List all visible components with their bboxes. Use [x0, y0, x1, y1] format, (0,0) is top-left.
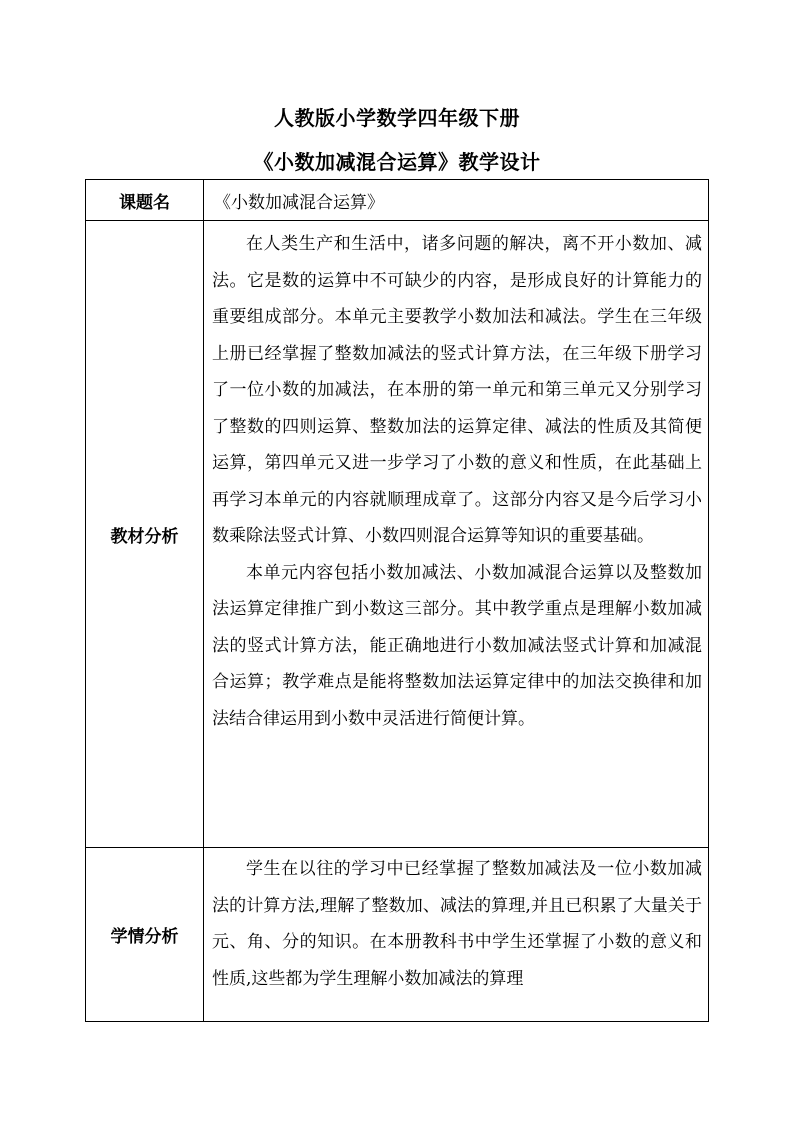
material-analysis-content — [204, 221, 709, 848]
student-analysis-paragraph-1: 学生在以往的学习中已经掌握了整数加减法及一位小数加减法的计算方法,理解了整数加、减法的算理,并且已积累了大量关于元、角、分的知识。在本册教科书中学生还掌握了小数的意义和性质,这些都为学生理解小数加减法的算理 — [212, 859, 702, 989]
table-row-material-analysis — [86, 221, 709, 848]
document-subtitle: 《小数加减混合运算》教学设计 — [253, 150, 541, 174]
topic-value: 《小数加减混合运算》 — [204, 180, 709, 221]
row-label-topic: 课题名 — [86, 180, 204, 221]
row-label-material-analysis: 教材分析 — [86, 221, 204, 848]
table-row-topic — [86, 180, 709, 221]
lesson-plan-table — [85, 179, 709, 1022]
document-title: 人教版小学数学四年级下册 — [274, 106, 520, 130]
row-label-student-analysis: 学情分析 — [86, 848, 204, 1022]
student-analysis-content — [204, 848, 709, 1022]
material-analysis-paragraph-2: 本单元内容包括小数加减法、小数加减混合运算以及整数加法运算定律推广到小数这三部分。其中教学重点是理解小数加减法的竖式计算方法，能正确地进行小数加减法竖式计算和加减混合运算；教学难点是能将整数加法运算定律中的加法交换律和加法结合律运用到小数中灵活进行简便计算。 — [212, 562, 702, 729]
table-row-student-analysis — [86, 848, 709, 1022]
material-analysis-paragraph-1: 在人类生产和生活中，诸多问题的解决，离不开小数加、减法。它是数的运算中不可缺少的内容，是形成良好的计算能力的重要组成部分。本单元主要教学小数加法和减法。学生在三年级上册已经掌握了整数加减法的竖式计算方法，在三年级下册学习了一位小数的加减法，在本册的第一单元和第三单元又分别学习了整数的四则运算、整数加法的运算定律、减法的性质及其简便运算，第四单元又进一步学习了小数的意义和性质，在此基础上再学习本单元的内容就顺理成章了。这部分内容又是今后学习小数乘除法竖式计算、小数四则混合运算等知识的重要基础。 — [212, 234, 702, 546]
